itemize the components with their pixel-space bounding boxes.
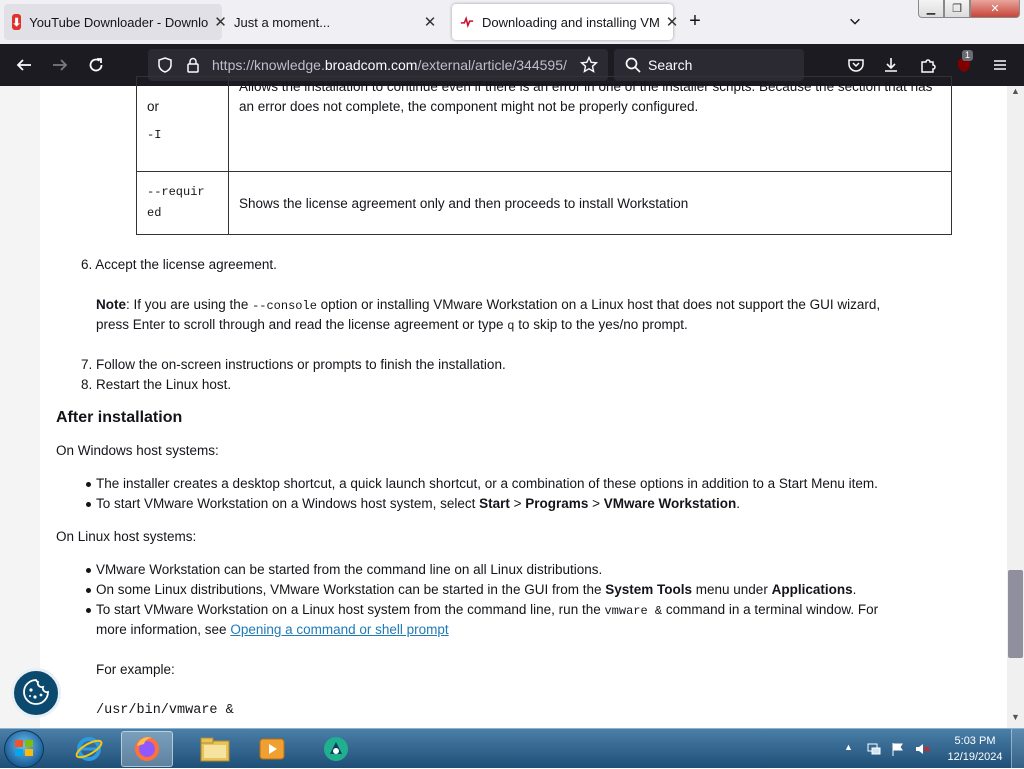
- tab-title: YouTube Downloader - Downlo: [29, 14, 209, 30]
- network-icon[interactable]: [866, 741, 882, 757]
- bullet-dot: [86, 608, 91, 613]
- windows-taskbar: [0, 728, 1024, 768]
- forward-arrow-icon[interactable]: [47, 52, 73, 78]
- close-window-button[interactable]: ✕: [970, 0, 1020, 18]
- scroll-up-arrow-icon[interactable]: ▲: [1011, 86, 1020, 96]
- example-label: For example:: [96, 662, 175, 677]
- reload-icon[interactable]: [83, 52, 109, 78]
- tab-vmware-install[interactable]: [452, 4, 679, 40]
- search-placeholder: Search: [648, 57, 693, 73]
- list-item: The installer creates a desktop shortcut, a quick launch shortcut, or a combination of these options in addition to a Start Menu item.: [96, 476, 878, 491]
- list-all-tabs-chevron-icon[interactable]: [848, 10, 868, 34]
- vertical-scrollbar[interactable]: [1007, 86, 1024, 728]
- broadcom-icon: [460, 14, 474, 30]
- after-installation-heading: After installation: [56, 409, 183, 426]
- tab-title: Just a moment...: [234, 14, 331, 30]
- shell-prompt-link[interactable]: Opening a command or shell prompt: [230, 622, 449, 637]
- firefox-icon[interactable]: [121, 731, 173, 767]
- search-icon: [624, 56, 642, 74]
- new-tab-button[interactable]: +: [689, 10, 701, 32]
- note-text: press Enter to scroll through and read the license agreement or type: [96, 317, 508, 332]
- path-separator: >: [588, 496, 604, 511]
- tab-youtube-downloader[interactable]: [4, 4, 227, 40]
- windows-logo-icon: [14, 738, 34, 761]
- applications-label: Applications: [771, 582, 853, 597]
- list-text: To start VMware Workstation on a Windows host system, select: [96, 496, 480, 511]
- action-center-flag-icon[interactable]: [890, 741, 906, 757]
- app-icon[interactable]: [310, 731, 362, 767]
- bullet-dot: [86, 568, 91, 573]
- note-text: to skip to the yes/no prompt.: [514, 317, 688, 332]
- menu-path-programs: Programs: [525, 496, 589, 511]
- system-tools-label: System Tools: [605, 582, 693, 597]
- show-hidden-icons-arrow-icon[interactable]: ▲: [844, 742, 853, 752]
- close-tab-icon[interactable]: ✕: [214, 14, 227, 31]
- bullet-dot: [86, 502, 91, 507]
- list-text: To start VMware Workstation on a Linux host system from the command line, run the: [96, 602, 605, 617]
- description-cell: [229, 77, 952, 172]
- table-row: [137, 77, 952, 172]
- list-text: command in a terminal window. For: [662, 602, 879, 617]
- list-text: .: [852, 582, 857, 597]
- windows-intro: On Windows host systems:: [56, 443, 219, 458]
- option-code: -I: [147, 128, 162, 142]
- cookie-settings-button[interactable]: [11, 668, 61, 718]
- internet-explorer-icon[interactable]: [63, 731, 115, 767]
- scrollbar-thumb[interactable]: [1008, 570, 1023, 658]
- description-cell: [229, 172, 952, 235]
- note-text: : If you are using the: [126, 297, 253, 312]
- note-label: Note: [96, 297, 126, 312]
- url-text[interactable]: https://knowledge.broadcom.com/external/article/344595/: [212, 57, 567, 73]
- table-row: [137, 172, 952, 235]
- bookmark-star-icon[interactable]: [580, 56, 598, 74]
- start-button[interactable]: [4, 730, 44, 768]
- option-description: Shows the license agreement only and then proceeds to install Workstation: [239, 195, 689, 211]
- tab-just-a-moment[interactable]: [226, 4, 446, 40]
- option-cell: [137, 77, 229, 172]
- file-explorer-icon[interactable]: [189, 731, 241, 767]
- option-cell: [137, 172, 229, 235]
- shield-icon[interactable]: [156, 56, 174, 74]
- clock-time[interactable]: 5:03 PM: [954, 735, 996, 747]
- tab-title: Downloading and installing VM: [482, 14, 660, 30]
- note-text: option or installing VMware Workstation on a Linux host that does not support the GUI wizard,: [316, 297, 881, 312]
- note-line-2: [96, 315, 688, 336]
- list-text: more information, see: [96, 622, 231, 637]
- back-arrow-icon[interactable]: [11, 52, 37, 78]
- tab-strip: [0, 0, 1024, 44]
- menu-path-start: Start: [479, 496, 510, 511]
- list-item: [96, 580, 856, 600]
- list-text: menu under: [692, 582, 772, 597]
- inline-code: vmware &: [604, 604, 663, 618]
- linux-intro: On Linux host systems:: [56, 529, 197, 544]
- menu-hamburger-icon[interactable]: [987, 52, 1013, 78]
- media-player-icon[interactable]: [246, 731, 298, 767]
- note-code: q: [507, 319, 515, 333]
- pocket-icon[interactable]: [843, 52, 869, 78]
- list-text: On some Linux distributions, VMware Workstation can be started in the GUI from the: [96, 582, 606, 597]
- installer-options-table: [136, 76, 952, 235]
- close-tab-icon[interactable]: ✕: [665, 14, 679, 31]
- example-code: /usr/bin/vmware &: [96, 703, 234, 718]
- list-text: .: [736, 496, 741, 511]
- list-item: [96, 494, 740, 514]
- article-body: [40, 79, 1007, 728]
- bullet-dot: [86, 588, 91, 593]
- path-separator: >: [509, 496, 526, 511]
- extensions-puzzle-icon[interactable]: [915, 52, 941, 78]
- bullet-dot: [86, 482, 91, 487]
- clock-date[interactable]: 12/19/2024: [947, 751, 1003, 763]
- youtube-downloader-icon: ⬇: [12, 14, 21, 30]
- window-controls: [918, 0, 1022, 18]
- step-6: 6. Accept the license agreement.: [81, 257, 277, 272]
- show-desktop-button[interactable]: [1011, 729, 1024, 769]
- page-viewport: [0, 79, 1007, 728]
- close-tab-icon[interactable]: ✕: [423, 14, 437, 31]
- restore-button[interactable]: ❐: [944, 0, 970, 18]
- step-7: 7. Follow the on-screen instructions or prompts to finish the installation.: [81, 357, 506, 372]
- volume-muted-icon[interactable]: [914, 741, 930, 757]
- option-description: Allows the installation to continue even if there is an error in one of the installer scripts. Because the section that has an error does not complete, the component might not be properly configured.: [239, 79, 933, 114]
- menu-path-vmware: VMware Workstation: [603, 496, 737, 511]
- note-code: --console: [252, 299, 317, 313]
- system-tray: [842, 729, 1024, 769]
- list-item: VMware Workstation can be started from the command line on all Linux distributions.: [96, 562, 603, 577]
- option-code: --requir: [147, 185, 205, 199]
- list-item-continued: [96, 620, 449, 640]
- option-text: or: [147, 99, 160, 114]
- scroll-down-arrow-icon[interactable]: ▼: [1011, 712, 1020, 722]
- extension-badge: 1: [962, 50, 973, 61]
- step-8: 8. Restart the Linux host.: [81, 377, 232, 392]
- minimize-button[interactable]: ▁: [918, 0, 944, 18]
- cookie-icon: [21, 677, 51, 710]
- option-code: ed: [147, 206, 162, 220]
- download-icon[interactable]: [878, 52, 904, 78]
- lock-icon[interactable]: [184, 56, 202, 74]
- list-item: [96, 600, 878, 621]
- note-line-1: [96, 295, 880, 316]
